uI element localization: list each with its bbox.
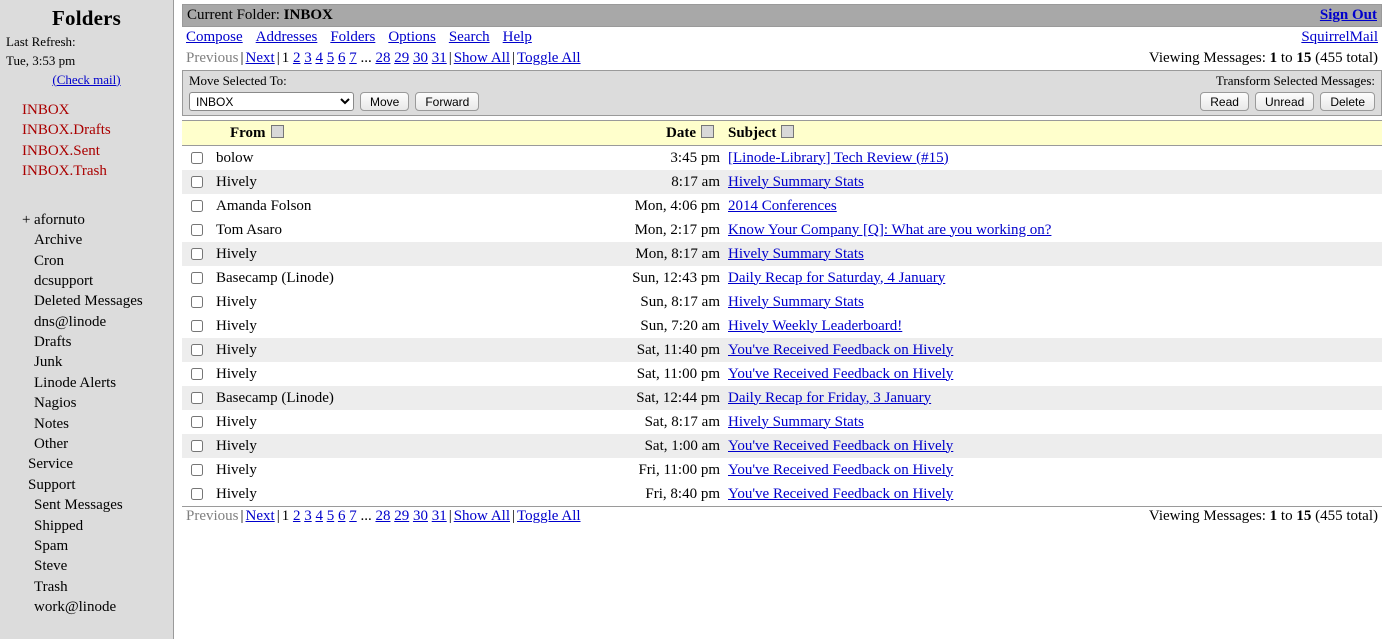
table-row[interactable]: [182, 146, 1382, 171]
pager-page-2-bottom[interactable]: 2: [292, 508, 301, 524]
table-header-row: [182, 121, 1382, 146]
table-row[interactable]: [182, 410, 1382, 434]
folder-row: [6, 475, 173, 495]
message-checkbox[interactable]: [191, 440, 203, 452]
folder-list: [0, 210, 173, 618]
message-from: Hively: [212, 338, 510, 362]
show-all-link[interactable]: Show All: [453, 50, 510, 66]
message-checkbox[interactable]: [191, 248, 203, 260]
message-subject-link[interactable]: Daily Recap for Saturday, 4 January: [728, 269, 946, 286]
pager-links-bottom: Previous | Next | 1 2 3 4 5 6 7 ... 28 29 30 31 | Show All | Toggle All: [186, 508, 581, 524]
move-transform-bar: [182, 70, 1382, 116]
range-start: 1: [1269, 50, 1278, 66]
current-folder-label: Current Folder:: [187, 7, 280, 23]
message-checkbox[interactable]: [191, 464, 203, 476]
special-folders-list: [0, 100, 173, 182]
current-folder-name: INBOX: [283, 7, 333, 23]
message-subject-link[interactable]: Know Your Company [Q]: What are you working on?: [728, 221, 1052, 238]
pager-page-31[interactable]: 31: [431, 50, 447, 66]
table-row[interactable]: [182, 386, 1382, 410]
folder-row: [6, 556, 173, 576]
folder-row: [6, 393, 173, 413]
expand-icon[interactable]: +: [22, 211, 31, 228]
folders-sidebar: [0, 0, 174, 639]
message-date: Fri, 8:40 pm: [510, 482, 724, 506]
pager-page-1-bottom: 1: [281, 508, 290, 524]
transform-label: Transform Selected Messages:: [1215, 73, 1375, 88]
folder-link[interactable]: Notes: [34, 415, 69, 432]
message-date: Sat, 11:00 pm: [510, 362, 724, 386]
message-from: Amanda Folson: [212, 194, 510, 218]
brand-link[interactable]: SquirrelMail: [1301, 29, 1378, 45]
table-row[interactable]: [182, 242, 1382, 266]
folder-link-inbox[interactable]: INBOX: [22, 101, 70, 118]
folder-row: [6, 577, 173, 597]
current-folder-bar: [182, 4, 1382, 27]
message-from: Hively: [212, 458, 510, 482]
folder-link[interactable]: Drafts: [34, 334, 72, 351]
pager-page-30-bottom[interactable]: 30: [412, 508, 428, 524]
folder-row: [6, 251, 173, 271]
message-checkbox[interactable]: [191, 272, 203, 284]
header-checkbox-col: [182, 121, 212, 146]
folder-link[interactable]: Trash: [34, 578, 68, 595]
forward-button[interactable]: Forward: [415, 92, 479, 111]
pager-page-5-bottom[interactable]: 5: [326, 508, 335, 524]
message-date: Sat, 11:40 pm: [510, 338, 724, 362]
sort-subject-icon[interactable]: [781, 125, 794, 138]
menu-item-compose[interactable]: Compose: [186, 29, 243, 45]
brand: [1301, 29, 1378, 46]
sort-from-icon[interactable]: [271, 125, 284, 138]
sidebar-item-inbox: [22, 100, 173, 121]
folder-row: [6, 454, 173, 474]
message-checkbox[interactable]: [191, 200, 203, 212]
menu-item-addresses[interactable]: Addresses: [255, 29, 318, 45]
delete-button[interactable]: Delete: [1320, 92, 1375, 111]
table-row[interactable]: [182, 362, 1382, 386]
range-end-bottom: 15: [1296, 508, 1312, 524]
pager-page-29[interactable]: 29: [394, 50, 410, 66]
message-checkbox[interactable]: [191, 296, 203, 308]
message-from: Basecamp (Linode): [212, 266, 510, 290]
folder-link[interactable]: dcsupport: [34, 272, 94, 289]
table-row[interactable]: [182, 170, 1382, 194]
folder-link[interactable]: Other: [34, 436, 69, 453]
pager-page-29-bottom[interactable]: 29: [394, 508, 410, 524]
folder-link[interactable]: afornuto: [34, 211, 85, 228]
viewing-prefix-bottom: Viewing Messages:: [1148, 508, 1266, 524]
last-refresh-block: [0, 33, 173, 90]
folder-link[interactable]: Sent Messages: [34, 497, 123, 514]
message-subject-link[interactable]: Daily Recap for Friday, 3 January: [728, 389, 932, 406]
message-date: 8:17 am: [510, 170, 724, 194]
last-refresh-time: Tue, 3:53 pm: [6, 52, 76, 68]
menu-item-options[interactable]: Options: [388, 29, 436, 45]
viewing-messages-status: [1149, 50, 1378, 67]
message-subject-link[interactable]: Hively Summary Stats: [728, 245, 864, 262]
folder-link[interactable]: Service: [28, 456, 73, 473]
folder-row: [6, 597, 173, 617]
pager-page-6-bottom[interactable]: 6: [337, 508, 346, 524]
folder-link[interactable]: dns@linode: [34, 313, 107, 330]
message-date: Sun, 8:17 am: [510, 290, 724, 314]
header-date-label[interactable]: Date: [666, 124, 696, 141]
folder-row: [6, 291, 173, 311]
move-selected-label: Move Selected To:: [189, 73, 287, 88]
folder-link[interactable]: Deleted Messages: [34, 293, 143, 310]
header-subject-label[interactable]: Subject: [728, 124, 777, 141]
folder-row: [6, 373, 173, 393]
range-end: 15: [1296, 50, 1312, 66]
message-checkbox[interactable]: [191, 392, 203, 404]
folder-link[interactable]: Shipped: [34, 517, 84, 534]
pager-next-bottom[interactable]: Next: [245, 508, 275, 524]
pager-page-1: 1: [281, 50, 290, 66]
check-mail-link[interactable]: (Check mail): [52, 71, 121, 87]
table-row[interactable]: [182, 314, 1382, 338]
pager-page-4[interactable]: 4: [315, 50, 323, 66]
viewing-messages-status-bottom: [1149, 508, 1378, 525]
pager-page-3[interactable]: 3: [304, 50, 312, 66]
pager-previous-bottom: Previous: [186, 508, 239, 524]
pager-ellipsis: ...: [360, 50, 372, 66]
pager-page-2[interactable]: 2: [292, 50, 301, 66]
message-table: [182, 120, 1382, 506]
message-subject-link[interactable]: 2014 Conferences: [728, 197, 837, 214]
message-date: Sat, 12:44 pm: [510, 386, 724, 410]
folder-row: [6, 536, 173, 556]
message-date: Sat, 1:00 am: [510, 434, 724, 458]
folder-row: [6, 495, 173, 515]
folder-link[interactable]: Nagios: [34, 395, 77, 412]
message-from: Hively: [212, 314, 510, 338]
table-row[interactable]: [182, 482, 1382, 506]
message-subject-link[interactable]: You've Received Feedback on Hively: [728, 365, 954, 382]
folder-link[interactable]: Support: [28, 476, 76, 493]
pager-page-7-bottom[interactable]: 7: [349, 508, 357, 524]
message-checkbox[interactable]: [191, 176, 203, 188]
viewing-prefix: Viewing Messages:: [1148, 50, 1266, 66]
transform-group: [1200, 73, 1375, 111]
menu-item-help[interactable]: Help: [502, 29, 532, 45]
table-row[interactable]: [182, 218, 1382, 242]
message-date: Sun, 7:20 am: [510, 314, 724, 338]
message-checkbox[interactable]: [191, 152, 203, 164]
message-from: Hively: [212, 290, 510, 314]
table-row[interactable]: [182, 290, 1382, 314]
range-start-bottom: 1: [1269, 508, 1278, 524]
message-date: Mon, 2:17 pm: [510, 218, 724, 242]
sign-out-link[interactable]: Sign Out: [1319, 7, 1377, 23]
toggle-all-link-bottom[interactable]: Toggle All: [517, 508, 581, 524]
folder-link[interactable]: Linode Alerts: [34, 374, 117, 391]
folder-link[interactable]: Spam: [34, 537, 69, 554]
message-date: Mon, 8:17 am: [510, 242, 724, 266]
pager-links: Previous | Next | 1 2 3 4 5 6 7 ... 28 29 30 31 | Show All | Toggle All: [186, 50, 581, 66]
folder-row: [6, 210, 173, 230]
message-list-pane: [174, 0, 1388, 639]
folder-row: [6, 332, 173, 352]
folders-title: Folders: [51, 6, 122, 30]
move-folder-select[interactable]: [189, 92, 354, 111]
move-selected-group: [189, 73, 479, 111]
header-date: [510, 121, 724, 146]
sidebar-item-inbox-trash: [22, 161, 173, 182]
menu-links: [186, 29, 545, 46]
pager-page-28-bottom[interactable]: 28: [375, 508, 391, 524]
table-row[interactable]: [182, 338, 1382, 362]
message-checkbox[interactable]: [191, 416, 203, 428]
message-subject-link[interactable]: Hively Weekly Leaderboard!: [728, 317, 903, 334]
folder-link[interactable]: Cron: [34, 252, 64, 269]
message-from: Hively: [212, 362, 510, 386]
folder-link-inbox-trash[interactable]: INBOX.Trash: [22, 163, 107, 180]
message-subject-link[interactable]: You've Received Feedback on Hively: [728, 485, 954, 502]
folder-row: [6, 352, 173, 372]
message-date: 3:45 pm: [510, 146, 724, 171]
table-row[interactable]: [182, 458, 1382, 482]
pager-page-4-bottom[interactable]: 4: [315, 508, 323, 524]
pager-page-3-bottom[interactable]: 3: [304, 508, 312, 524]
sort-date-icon[interactable]: [701, 125, 714, 138]
pager-next[interactable]: Next: [245, 50, 275, 66]
folder-link[interactable]: Steve: [34, 558, 68, 575]
pager-page-5[interactable]: 5: [326, 50, 335, 66]
mark-read-button[interactable]: Read: [1200, 92, 1249, 111]
message-subject-link[interactable]: [Linode-Library] Tech Review (#15): [728, 149, 949, 166]
message-date: Fri, 11:00 pm: [510, 458, 724, 482]
folder-row: [6, 516, 173, 536]
pager-bar-bottom: [182, 506, 1382, 528]
message-subject-link[interactable]: Hively Summary Stats: [728, 413, 864, 430]
pager-page-6[interactable]: 6: [337, 50, 346, 66]
folder-row: [6, 414, 173, 434]
message-subject-link[interactable]: You've Received Feedback on Hively: [728, 341, 954, 358]
folder-link[interactable]: work@linode: [34, 599, 117, 616]
header-from-label[interactable]: From: [230, 124, 266, 141]
message-from: Tom Asaro: [212, 218, 510, 242]
folder-row: [6, 312, 173, 332]
pager-page-7[interactable]: 7: [349, 50, 357, 66]
pager-page-30[interactable]: 30: [412, 50, 428, 66]
mark-unread-button[interactable]: Unread: [1255, 92, 1314, 111]
pager-bar-top: [182, 49, 1382, 70]
last-refresh-label: Last Refresh:: [6, 34, 76, 49]
message-date: Sat, 8:17 am: [510, 410, 724, 434]
folder-row: [6, 434, 173, 454]
pager-page-28[interactable]: 28: [375, 50, 391, 66]
message-subject-link[interactable]: You've Received Feedback on Hively: [728, 461, 954, 478]
folder-link-inbox-drafts[interactable]: INBOX.Drafts: [22, 122, 111, 139]
message-checkbox[interactable]: [191, 488, 203, 500]
pager-ellipsis-bottom: ...: [360, 508, 372, 524]
range-mid-bottom: to: [1280, 508, 1293, 524]
menu-bar: [182, 27, 1382, 49]
message-date: Sun, 12:43 pm: [510, 266, 724, 290]
table-row[interactable]: [182, 266, 1382, 290]
total-count-bottom: (455 total): [1315, 508, 1378, 524]
folder-link-inbox-sent[interactable]: INBOX.Sent: [22, 142, 100, 159]
pager-previous: Previous: [186, 50, 239, 66]
current-folder-text: [187, 5, 333, 26]
pager-page-31-bottom[interactable]: 31: [431, 508, 447, 524]
message-from: Hively: [212, 410, 510, 434]
message-from: bolow: [212, 146, 510, 171]
total-count: (455 total): [1315, 50, 1378, 66]
message-checkbox[interactable]: [191, 320, 203, 332]
message-from: Hively: [212, 434, 510, 458]
message-from: Hively: [212, 242, 510, 266]
folder-link[interactable]: Junk: [34, 354, 63, 371]
sidebar-item-inbox-sent: [22, 141, 173, 162]
message-from: Basecamp (Linode): [212, 386, 510, 410]
message-from: Hively: [212, 170, 510, 194]
table-row[interactable]: [182, 434, 1382, 458]
message-checkbox[interactable]: [191, 368, 203, 380]
sidebar-item-inbox-drafts: [22, 120, 173, 141]
message-date: Mon, 4:06 pm: [510, 194, 724, 218]
menu-item-folders[interactable]: Folders: [330, 29, 376, 45]
folder-row: [6, 230, 173, 250]
message-subject-link[interactable]: You've Received Feedback on Hively: [728, 437, 954, 454]
table-row[interactable]: [182, 194, 1382, 218]
show-all-link-bottom[interactable]: Show All: [453, 508, 510, 524]
move-button[interactable]: Move: [360, 92, 409, 111]
message-from: Hively: [212, 482, 510, 506]
message-checkbox[interactable]: [191, 344, 203, 356]
message-checkbox[interactable]: [191, 224, 203, 236]
header-from: [212, 121, 510, 146]
message-subject-link[interactable]: Hively Summary Stats: [728, 293, 864, 310]
menu-item-search[interactable]: Search: [448, 29, 490, 45]
toggle-all-link[interactable]: Toggle All: [517, 50, 581, 66]
folder-row: [6, 271, 173, 291]
folder-link[interactable]: Archive: [34, 232, 83, 249]
range-mid: to: [1280, 50, 1293, 66]
header-subject: [724, 121, 1382, 146]
message-subject-link[interactable]: Hively Summary Stats: [728, 173, 864, 190]
